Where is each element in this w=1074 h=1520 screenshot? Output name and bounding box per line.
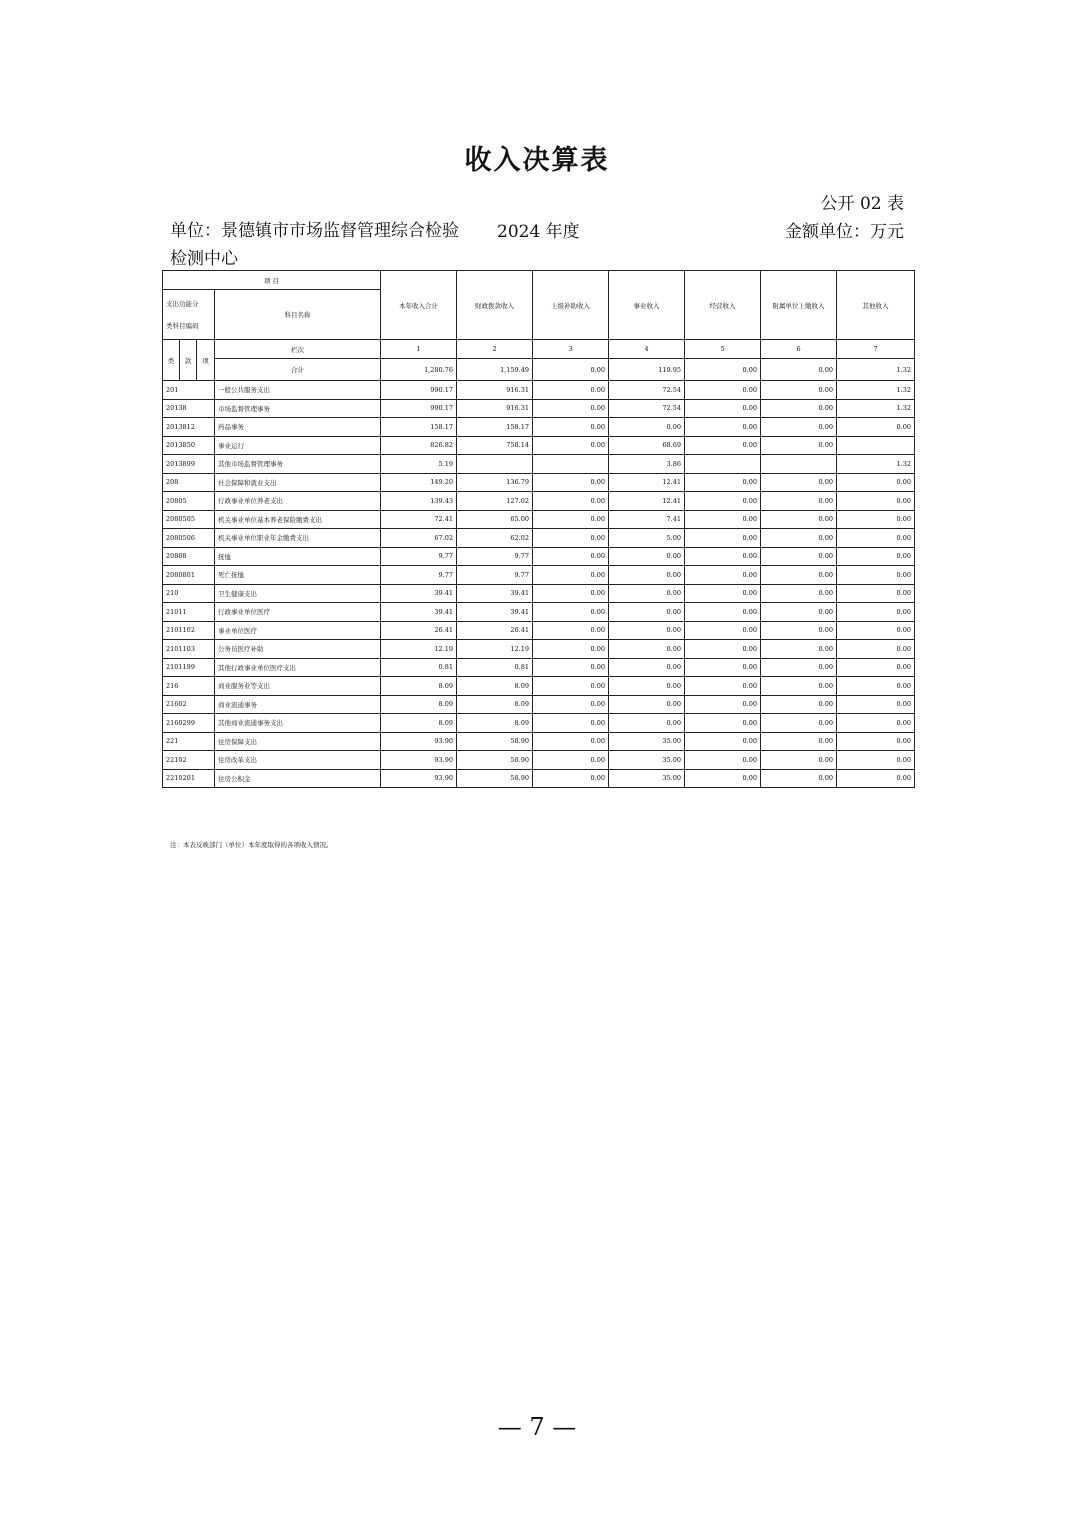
table-row [163, 547, 915, 566]
row-value-5: 0.00 [685, 529, 761, 548]
row-value-4: 7.41 [609, 510, 685, 529]
row-value-3: 0.00 [533, 621, 609, 640]
row-value-4: 35.00 [609, 751, 685, 770]
row-value-5: 0.00 [685, 418, 761, 437]
row-value-5: 0.00 [685, 677, 761, 696]
row-value-2: 39.41 [457, 603, 533, 622]
row-code: 216 [163, 677, 215, 696]
header-lei: 类 [163, 340, 180, 381]
total-row [163, 359, 915, 381]
total-value-1: 1,280.76 [381, 359, 457, 381]
row-value-4: 12.41 [609, 473, 685, 492]
row-value-2: 62.02 [457, 529, 533, 548]
row-value-1: 158.17 [381, 418, 457, 437]
table-row [163, 455, 915, 474]
row-value-6: 0.00 [761, 603, 837, 622]
col-no-5: 5 [685, 340, 761, 359]
header-subject-name: 科目名称 [215, 290, 381, 340]
row-value-5: 0.00 [685, 399, 761, 418]
row-value-7: 0.00 [837, 751, 915, 770]
row-value-5: 0.00 [685, 381, 761, 400]
row-value-7: 0.00 [837, 714, 915, 733]
row-value-1: 39.41 [381, 603, 457, 622]
total-value-2: 1,159.49 [457, 359, 533, 381]
row-value-3: 0.00 [533, 732, 609, 751]
row-value-6 [761, 455, 837, 474]
row-value-6: 0.00 [761, 677, 837, 696]
row-value-2: 136.79 [457, 473, 533, 492]
row-value-2: 58.90 [457, 732, 533, 751]
row-code: 2080506 [163, 529, 215, 548]
row-value-2: 9.77 [457, 547, 533, 566]
row-value-7 [837, 436, 915, 455]
row-value-7: 0.00 [837, 695, 915, 714]
row-value-1: 93.90 [381, 769, 457, 788]
header-xiang: 项 [197, 340, 215, 381]
row-value-7: 0.00 [837, 492, 915, 511]
row-value-3: 0.00 [533, 547, 609, 566]
row-subject-name: 公务员医疗补助 [215, 640, 381, 659]
col-no-2: 2 [457, 340, 533, 359]
row-value-1: 93.90 [381, 751, 457, 770]
table-row [163, 492, 915, 511]
header-col-6: 附属单位上缴收入 [761, 271, 837, 340]
row-subject-name: 事业运行 [215, 436, 381, 455]
row-value-4: 0.00 [609, 677, 685, 696]
row-value-4: 3.86 [609, 455, 685, 474]
table-row [163, 751, 915, 770]
row-value-3: 0.00 [533, 584, 609, 603]
row-subject-name: 机关事业单位职业年金缴费支出 [215, 529, 381, 548]
header-kuan: 款 [180, 340, 197, 381]
row-value-3: 0.00 [533, 640, 609, 659]
row-code: 20805 [163, 492, 215, 511]
row-value-7: 0.00 [837, 640, 915, 659]
row-value-3: 0.00 [533, 510, 609, 529]
row-code: 22102 [163, 751, 215, 770]
table-row [163, 436, 915, 455]
row-code: 221 [163, 732, 215, 751]
row-value-1: 26.41 [381, 621, 457, 640]
row-value-5: 0.00 [685, 621, 761, 640]
row-value-1: 990.17 [381, 399, 457, 418]
row-code: 2101199 [163, 658, 215, 677]
row-value-3: 0.00 [533, 677, 609, 696]
unit-label: 单位：景德镇市市场监督管理综合检验检测中心 [170, 221, 459, 269]
row-value-2: 127.02 [457, 492, 533, 511]
func-code-line1: 支出功能分 [166, 299, 199, 308]
row-subject-name: 死亡抚恤 [215, 566, 381, 585]
row-value-2: 8.09 [457, 695, 533, 714]
row-value-7: 1.32 [837, 455, 915, 474]
row-code: 2013850 [163, 436, 215, 455]
row-subject-name: 社会保障和就业支出 [215, 473, 381, 492]
row-value-5: 0.00 [685, 547, 761, 566]
row-value-4: 0.00 [609, 621, 685, 640]
row-value-3: 0.00 [533, 436, 609, 455]
row-value-7: 0.00 [837, 603, 915, 622]
row-value-4: 72.54 [609, 399, 685, 418]
row-value-3: 0.00 [533, 658, 609, 677]
row-value-6: 0.00 [761, 418, 837, 437]
row-value-5: 0.00 [685, 473, 761, 492]
col-no-1: 1 [381, 340, 457, 359]
row-value-5 [685, 455, 761, 474]
income-table [162, 270, 915, 788]
table-note: 注：本表反映部门（单位）本年度取得的各项收入情况。 [170, 841, 333, 849]
row-code: 20808 [163, 547, 215, 566]
table-row [163, 640, 915, 659]
table-row [163, 566, 915, 585]
header-col-1: 本年收入合计 [381, 271, 457, 340]
row-value-1: 149.20 [381, 473, 457, 492]
row-value-5: 0.00 [685, 603, 761, 622]
row-value-7: 1.32 [837, 381, 915, 400]
row-value-2: 26.41 [457, 621, 533, 640]
table-row [163, 381, 915, 400]
row-value-6: 0.00 [761, 510, 837, 529]
row-code: 2013812 [163, 418, 215, 437]
row-value-3: 0.00 [533, 529, 609, 548]
header-col-5: 经营收入 [685, 271, 761, 340]
col-no-6: 6 [761, 340, 837, 359]
row-value-4: 0.00 [609, 695, 685, 714]
row-value-2: 58.90 [457, 769, 533, 788]
row-value-5: 0.00 [685, 732, 761, 751]
row-value-4: 0.00 [609, 566, 685, 585]
page-number: — 7 — [497, 1413, 577, 1441]
row-value-5: 0.00 [685, 695, 761, 714]
row-value-6: 0.00 [761, 621, 837, 640]
table-row [163, 529, 915, 548]
row-value-4: 35.00 [609, 769, 685, 788]
row-code: 210 [163, 584, 215, 603]
total-value-7: 1.32 [837, 359, 915, 381]
row-value-3: 0.00 [533, 566, 609, 585]
row-code: 2080505 [163, 510, 215, 529]
total-label: 合计 [215, 359, 381, 381]
row-code: 2210201 [163, 769, 215, 788]
row-value-7: 0.00 [837, 769, 915, 788]
row-value-3: 0.00 [533, 769, 609, 788]
row-value-5: 0.00 [685, 566, 761, 585]
row-value-4: 0.00 [609, 714, 685, 733]
row-value-3: 0.00 [533, 492, 609, 511]
row-value-3: 0.00 [533, 751, 609, 770]
row-value-5: 0.00 [685, 769, 761, 788]
row-value-6: 0.00 [761, 732, 837, 751]
table-row [163, 584, 915, 603]
row-value-6: 0.00 [761, 640, 837, 659]
row-value-7: 0.00 [837, 547, 915, 566]
row-value-6: 0.00 [761, 399, 837, 418]
row-subject-name: 住房公积金 [215, 769, 381, 788]
row-value-7: 0.00 [837, 473, 915, 492]
row-value-6: 0.00 [761, 658, 837, 677]
row-subject-name: 行政事业单位医疗 [215, 603, 381, 622]
col-no-7: 7 [837, 340, 915, 359]
row-value-6: 0.00 [761, 566, 837, 585]
row-value-6: 0.00 [761, 714, 837, 733]
row-value-1: 9.77 [381, 547, 457, 566]
table-row [163, 677, 915, 696]
row-value-7: 0.00 [837, 732, 915, 751]
row-value-5: 0.00 [685, 751, 761, 770]
row-code: 208 [163, 473, 215, 492]
row-value-2: 65.00 [457, 510, 533, 529]
header-col-4: 事业收入 [609, 271, 685, 340]
row-subject-name: 商业服务业等支出 [215, 677, 381, 696]
row-value-4: 35.00 [609, 732, 685, 751]
row-value-1: 39.41 [381, 584, 457, 603]
row-value-4: 5.00 [609, 529, 685, 548]
header-column-label: 栏次 [215, 340, 381, 359]
row-value-7: 0.00 [837, 621, 915, 640]
row-value-2: 158.17 [457, 418, 533, 437]
row-value-6: 0.00 [761, 769, 837, 788]
row-subject-name: 药品事务 [215, 418, 381, 437]
row-subject-name: 一般公共服务支出 [215, 381, 381, 400]
row-subject-name: 其他行政事业单位医疗支出 [215, 658, 381, 677]
row-value-6: 0.00 [761, 584, 837, 603]
row-value-3 [533, 455, 609, 474]
row-value-3: 0.00 [533, 695, 609, 714]
row-subject-name: 卫生健康支出 [215, 584, 381, 603]
row-code: 2013899 [163, 455, 215, 474]
col-no-3: 3 [533, 340, 609, 359]
fiscal-year: 2024 年度 [497, 222, 580, 242]
row-subject-name: 行政事业单位养老支出 [215, 492, 381, 511]
table-row [163, 603, 915, 622]
table-row [163, 695, 915, 714]
row-subject-name: 事业单位医疗 [215, 621, 381, 640]
row-value-7: 0.00 [837, 584, 915, 603]
row-value-2: 8.09 [457, 677, 533, 696]
row-code: 2160299 [163, 714, 215, 733]
row-value-2: 58.90 [457, 751, 533, 770]
row-value-1: 93.90 [381, 732, 457, 751]
row-value-5: 0.00 [685, 436, 761, 455]
total-value-5: 0.00 [685, 359, 761, 381]
row-value-6: 0.00 [761, 473, 837, 492]
row-value-5: 0.00 [685, 492, 761, 511]
row-value-6: 0.00 [761, 529, 837, 548]
table-row [163, 399, 915, 418]
row-value-1: 990.17 [381, 381, 457, 400]
row-value-3: 0.00 [533, 418, 609, 437]
row-value-3: 0.00 [533, 399, 609, 418]
row-value-3: 0.00 [533, 603, 609, 622]
row-subject-name: 住房改革支出 [215, 751, 381, 770]
row-value-7: 0.00 [837, 658, 915, 677]
row-value-1: 72.41 [381, 510, 457, 529]
row-code: 2101103 [163, 640, 215, 659]
row-value-2 [457, 455, 533, 474]
row-value-5: 0.00 [685, 714, 761, 733]
row-value-7: 1.32 [837, 399, 915, 418]
row-subject-name: 其他商业流通事务支出 [215, 714, 381, 733]
row-value-1: 8.09 [381, 695, 457, 714]
header-func-code [163, 290, 215, 340]
row-subject-name: 机关事业单位基本养老保险缴费支出 [215, 510, 381, 529]
row-value-2: 12.19 [457, 640, 533, 659]
row-code: 201 [163, 381, 215, 400]
row-value-6: 0.00 [761, 695, 837, 714]
page-title: 收入决算表 [464, 145, 610, 176]
row-value-7: 0.00 [837, 677, 915, 696]
row-value-4: 68.69 [609, 436, 685, 455]
row-value-1: 139.43 [381, 492, 457, 511]
row-value-7: 0.00 [837, 566, 915, 585]
row-subject-name: 抚恤 [215, 547, 381, 566]
row-code: 20138 [163, 399, 215, 418]
row-value-1: 8.09 [381, 677, 457, 696]
row-value-5: 0.00 [685, 510, 761, 529]
row-value-1: 12.19 [381, 640, 457, 659]
row-value-4: 0.00 [609, 640, 685, 659]
row-value-2: 916.31 [457, 381, 533, 400]
func-code-line2: 类科目编码 [166, 321, 199, 330]
row-value-2: 758.14 [457, 436, 533, 455]
row-value-7: 0.00 [837, 510, 915, 529]
table-row [163, 510, 915, 529]
row-value-3: 0.00 [533, 381, 609, 400]
row-value-4: 0.00 [609, 658, 685, 677]
row-value-4: 12.41 [609, 492, 685, 511]
row-value-2: 0.81 [457, 658, 533, 677]
row-code: 2101102 [163, 621, 215, 640]
col-no-4: 4 [609, 340, 685, 359]
table-row [163, 732, 915, 751]
row-value-5: 0.00 [685, 584, 761, 603]
row-value-4: 0.00 [609, 584, 685, 603]
row-subject-name: 商业流通事务 [215, 695, 381, 714]
row-value-5: 0.00 [685, 658, 761, 677]
row-value-4: 72.54 [609, 381, 685, 400]
row-code: 21602 [163, 695, 215, 714]
row-value-2: 916.31 [457, 399, 533, 418]
row-value-1: 0.81 [381, 658, 457, 677]
row-value-1: 8.09 [381, 714, 457, 733]
row-value-4: 0.00 [609, 603, 685, 622]
header-col-3: 上级补助收入 [533, 271, 609, 340]
row-value-6: 0.00 [761, 492, 837, 511]
header-col-7: 其他收入 [837, 271, 915, 340]
row-value-3: 0.00 [533, 473, 609, 492]
table-row [163, 473, 915, 492]
row-subject-name: 其他市场监督管理事务 [215, 455, 381, 474]
row-value-1: 9.77 [381, 566, 457, 585]
row-subject-name: 住房保障支出 [215, 732, 381, 751]
row-value-4: 0.00 [609, 418, 685, 437]
row-value-7: 0.00 [837, 529, 915, 548]
row-value-6: 0.00 [761, 751, 837, 770]
table-row [163, 418, 915, 437]
table-row [163, 658, 915, 677]
total-value-3: 0.00 [533, 359, 609, 381]
header-col-2: 财政拨款收入 [457, 271, 533, 340]
table-row [163, 621, 915, 640]
total-value-4: 119.95 [609, 359, 685, 381]
form-number: 公开 02 表 [820, 194, 904, 214]
row-value-1: 826.82 [381, 436, 457, 455]
row-value-6: 0.00 [761, 381, 837, 400]
row-value-6: 0.00 [761, 436, 837, 455]
row-value-1: 5.19 [381, 455, 457, 474]
row-value-7: 0.00 [837, 418, 915, 437]
row-value-2: 39.41 [457, 584, 533, 603]
row-value-4: 0.00 [609, 547, 685, 566]
row-value-5: 0.00 [685, 640, 761, 659]
row-code: 21011 [163, 603, 215, 622]
table-row [163, 714, 915, 733]
row-value-6: 0.00 [761, 547, 837, 566]
row-value-2: 8.09 [457, 714, 533, 733]
header-project: 项 目 [163, 271, 381, 290]
total-value-6: 0.00 [761, 359, 837, 381]
row-value-2: 9.77 [457, 566, 533, 585]
money-unit: 金额单位：万元 [785, 222, 904, 242]
table-row [163, 769, 915, 788]
row-subject-name: 市场监督管理事务 [215, 399, 381, 418]
row-value-3: 0.00 [533, 714, 609, 733]
row-value-1: 67.02 [381, 529, 457, 548]
row-code: 2080801 [163, 566, 215, 585]
